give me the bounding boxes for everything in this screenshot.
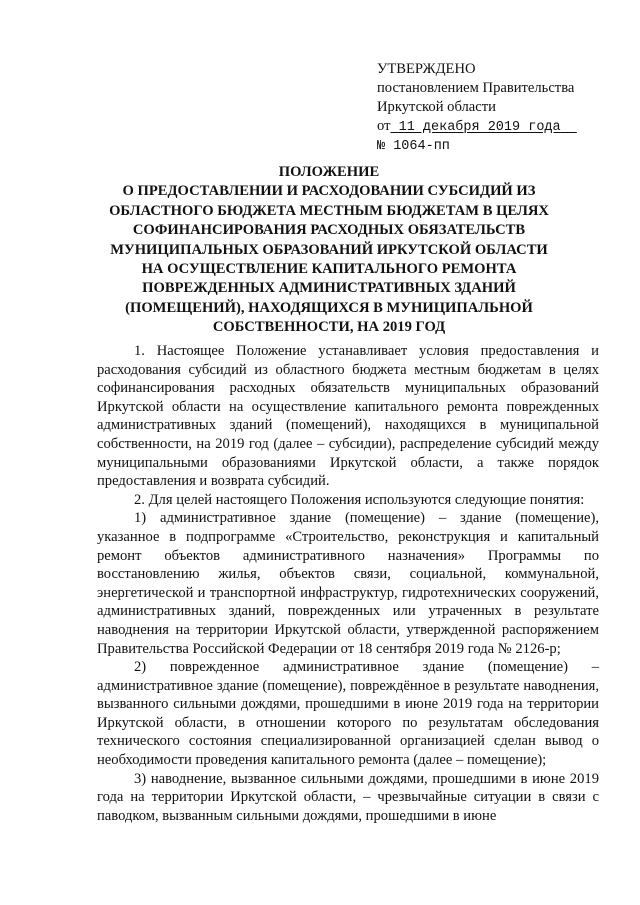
approval-line-1: постановлением Правительства — [377, 80, 575, 96]
approval-heading: УТВЕРЖДЕНО — [377, 61, 476, 77]
approval-date-prefix: от — [377, 118, 391, 134]
paragraph-4: 2) поврежденное административное здание (помещение) – административное здание (помещение), повреждённое в результате наводнения, вызванного сильными дождями, прошедшими в июне 2019 года на территории Иркутской области, в отношении которого по результатам обследования технического состояния специализированной организацией сделан вывод о необходимости проведения капитального ремонта (далее – помещение); — [97, 659, 599, 769]
paragraph-2: 2. Для целей настоящего Положения используются следующие понятия: — [134, 491, 585, 508]
approval-number: № 1064-пп — [377, 139, 450, 154]
title-text: О ПРЕДОСТАВЛЕНИИ И РАСХОДОВАНИИ СУБСИДИЙ ИЗ ОБЛАСТНОГО БЮДЖЕТА МЕСТНЫМ БЮДЖЕТАМ В ЦЕЛЯХ СОФИНАНСИРОВАНИЯ РАСХОДНЫХ ОБЯЗАТЕЛЬСТВ МУНИЦИПАЛЬНЫХ ОБРАЗОВАНИЙ ИРКУТСКОЙ ОБЛАСТИ НА ОСУЩЕСТВЛЕНИЕ КАПИТАЛЬНОГО РЕМОНТА ПОВРЕЖДЕННЫХ АДМИНИСТРАТИВНЫХ ЗДАНИЙ (ПОМЕЩЕНИЙ), НАХОДЯЩИХСЯ В МУНИЦИПАЛЬНОЙ СОБСТВЕННОСТИ, НА 2019 ГОД — [109, 183, 549, 336]
paragraph-3: 1) административное здание (помещение) – здание (помещение), указанное в подпрограмме «Строительство, реконструкция и капитальный ремонт объектов административного назначения» Программы по восстановлению жилья, объектов связи, социальной, коммунальной, энергетической и транспортной инфраструктур, гидротехнических сооружений, административных зданий, поврежденных или утраченных в результате наводнения на территории Иркутской области, утвержденной распоряжением Правительства Российской Федерации от 18 сентября 2019 года № 2126-р; — [97, 510, 599, 657]
title-label: ПОЛОЖЕНИЕ — [278, 164, 380, 180]
approval-line-2: Иркутской области — [377, 99, 496, 115]
approval-stamp — [377, 60, 617, 156]
paragraph-5: 3) наводнение, вызванное сильными дождями, прошедшими в июне 2019 года на территории Иркутской области, – чрезвычайные ситуации в связи с паводком, вызванным сильными дождями, прошедшими в июне — [97, 770, 599, 824]
approval-date-value: 11 декабря 2019 года — [398, 120, 561, 135]
document-body — [97, 342, 599, 825]
paragraph-1: 1. Настоящее Положение устанавливает условия предоставления и расходования субсидий из областного бюджета местным бюджетам в целях софинансирования расходных обязательств муниципальных образований Иркутской области на осуществление капитального ремонта поврежденных административных зданий (помещений), находящихся в муниципальной собственности, на 2019 год (далее – субсидии), распределение субсидий между муниципальными образованиями Иркутской области, а также порядок предоставления и возврата субсидий. — [97, 343, 599, 490]
document-title — [98, 163, 560, 338]
approval-date — [377, 117, 617, 137]
